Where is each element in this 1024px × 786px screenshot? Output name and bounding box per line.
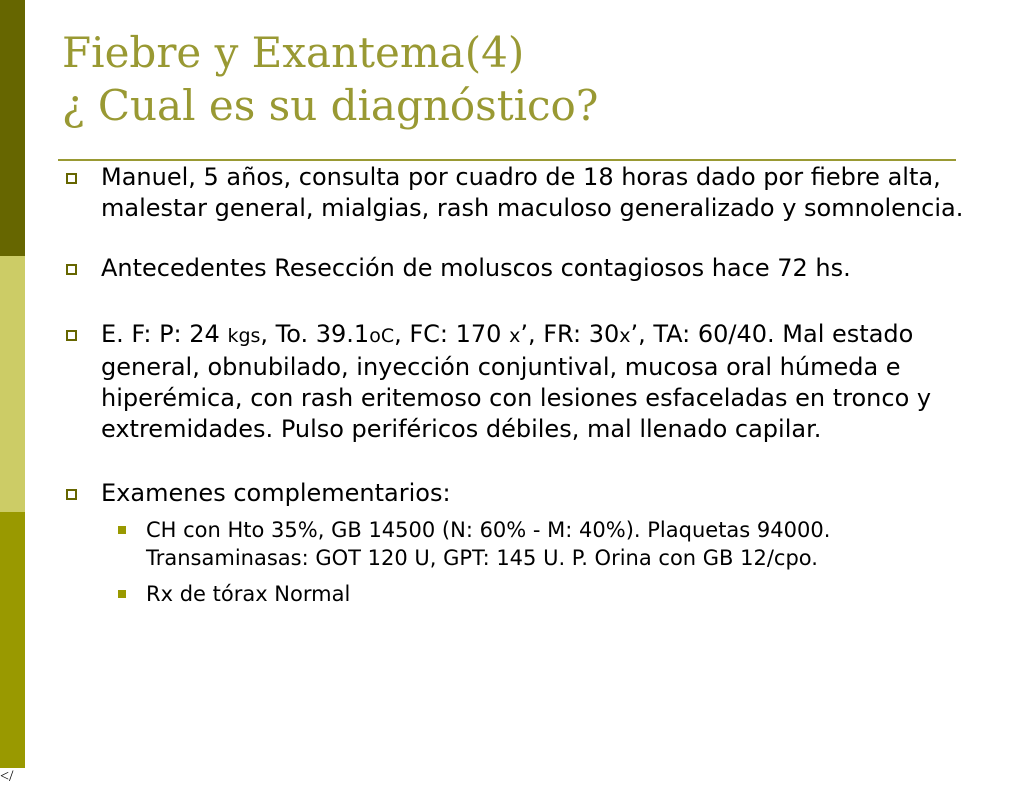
bullet-text-part: oC — [369, 325, 395, 347]
slide-body — [62, 162, 992, 608]
title-line-2: ¿ Cual es su diagnóstico? — [62, 81, 599, 130]
hollow-square-bullet-icon — [66, 330, 77, 341]
filled-square-bullet-icon — [118, 590, 126, 598]
bullet-item — [62, 319, 992, 445]
bullet-text: Antecedentes Resección de moluscos contagiosos hace 72 hs. — [101, 254, 851, 282]
title-underline — [58, 159, 956, 161]
side-bar-bottom — [0, 512, 25, 768]
bullet-text: Examenes complementarios: — [101, 479, 451, 507]
bullet-item — [62, 162, 992, 224]
bullet-text-part: ’, TA: 60/40. Mal estado general, obnubilado, inyección conjuntival, mucosa oral húmeda e hiperémica, con rash eritemoso con lesiones esfaceladas en tronco y extremidades. Pulso periféricos débiles, mal llenado capilar. — [101, 320, 932, 443]
bullet-text-part: ’, FR: 30 — [520, 320, 620, 348]
sub-bullet-text: CH con Hto 35%, GB 14500 (N: 60% - M: 40%). Plaquetas 94000. Transaminasas: GOT 120 U, GPT: 145 U. P. Orina con GB 12/cpo. — [146, 518, 831, 570]
bullet-text-part: E. F: P: 24 — [101, 320, 228, 348]
filled-square-bullet-icon — [118, 526, 126, 534]
bullet-text-part: , FC: 170 — [394, 320, 510, 348]
bullet-text-part: x — [509, 325, 521, 347]
hollow-square-bullet-icon — [66, 173, 77, 184]
bullet-item — [62, 253, 992, 284]
title-line-1: Fiebre y Exantema(4) — [62, 28, 525, 77]
bullet-text-part: kgs — [227, 325, 261, 347]
hollow-square-bullet-icon — [66, 264, 77, 275]
bullet-item — [62, 478, 992, 509]
sub-bullet-list — [62, 516, 992, 608]
slide-title — [62, 26, 962, 132]
hollow-square-bullet-icon — [66, 489, 77, 500]
side-bar-middle — [0, 256, 25, 512]
sub-bullet-item — [62, 580, 992, 608]
bullet-text-part: x — [619, 325, 631, 347]
sub-bullet-text: Rx de tórax Normal — [146, 582, 351, 606]
bullet-text — [101, 319, 992, 445]
bullet-text-part: , To. 39.1 — [260, 320, 370, 348]
side-bar-top — [0, 0, 25, 256]
bullet-text: Manuel, 5 años, consulta por cuadro de 18 horas dado por fiebre alta, malestar general, mialgias, rash maculoso generalizado y somnolencia. — [101, 163, 964, 222]
sub-bullet-item — [62, 516, 992, 572]
